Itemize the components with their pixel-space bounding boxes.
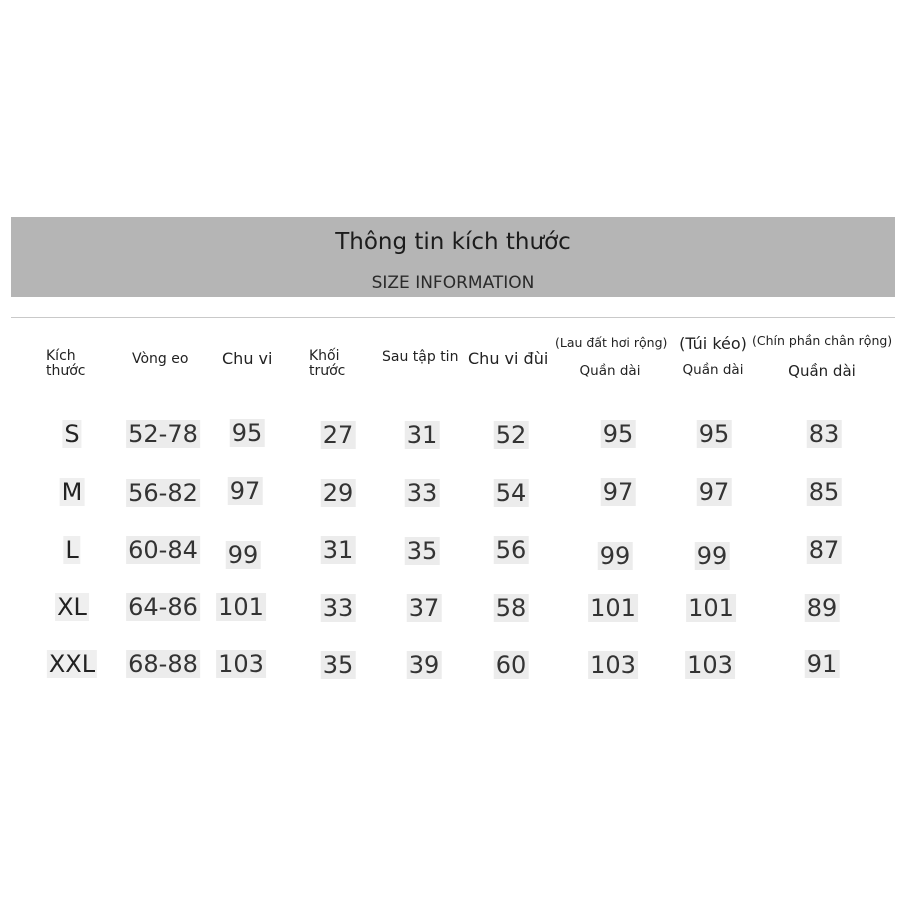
cell-back: 37 — [408, 594, 440, 622]
cell-pants-c: 83 — [808, 420, 840, 448]
cell-crotch: 31 — [322, 536, 354, 564]
header-back: Sau tập tin — [382, 349, 459, 365]
cell-back: 33 — [406, 479, 438, 507]
cell-thigh: 56 — [495, 536, 527, 564]
cell-pants-b: 97 — [698, 478, 730, 506]
cell-hip: 95 — [231, 419, 263, 447]
cell-pants-b: 103 — [687, 651, 733, 679]
cell-size: L — [65, 536, 79, 564]
cell-thigh: 54 — [495, 479, 527, 507]
banner-subtitle: SIZE INFORMATION — [371, 273, 535, 293]
header-size-line2: thước — [46, 363, 86, 379]
cell-pants-c: 87 — [808, 536, 840, 564]
cell-back: 31 — [406, 421, 438, 449]
header-pants-b — [671, 335, 755, 378]
header-crotch — [309, 349, 345, 379]
cell-pants-a: 97 — [602, 478, 634, 506]
cell-hip: 103 — [218, 650, 264, 678]
cell-hip: 97 — [229, 477, 261, 505]
cell-thigh: 60 — [495, 651, 527, 679]
size-info-banner — [11, 217, 895, 297]
cell-crotch: 33 — [322, 594, 354, 622]
cell-back: 35 — [406, 537, 438, 565]
header-crotch-line1: Khối — [309, 348, 340, 364]
cell-thigh: 52 — [495, 421, 527, 449]
cell-waist: 56-82 — [128, 479, 198, 507]
cell-pants-b: 95 — [698, 420, 730, 448]
cell-size: XXL — [48, 650, 96, 678]
cell-hip: 101 — [218, 593, 264, 621]
cell-waist: 68-88 — [128, 650, 198, 678]
cell-waist: 60-84 — [128, 536, 198, 564]
cell-pants-c: 91 — [806, 650, 838, 678]
header-pants-b-note: (Túi kéo) — [679, 334, 747, 353]
cell-size: M — [61, 478, 83, 506]
cell-crotch: 27 — [322, 421, 354, 449]
header-pants-a — [555, 335, 668, 379]
cell-pants-a: 101 — [590, 594, 636, 622]
cell-waist: 52-78 — [128, 420, 198, 448]
header-waist: Vòng eo — [132, 351, 189, 367]
header-pants-a-note: (Lau đất hơi rộng) — [555, 335, 668, 350]
header-pants-b-label: Quần dài — [682, 362, 744, 378]
cell-hip: 99 — [227, 541, 259, 569]
divider — [11, 317, 895, 318]
cell-pants-a: 99 — [599, 542, 631, 570]
cell-crotch: 35 — [322, 651, 354, 679]
header-pants-a-label: Quần dài — [579, 363, 641, 379]
header-hip: Chu vi — [222, 349, 273, 368]
cell-thigh: 58 — [495, 594, 527, 622]
cell-size: S — [64, 420, 80, 448]
banner-title: Thông tin kích thước — [335, 229, 571, 255]
cell-pants-a: 95 — [602, 420, 634, 448]
cell-crotch: 29 — [322, 479, 354, 507]
cell-waist: 64-86 — [128, 593, 198, 621]
cell-pants-b: 99 — [696, 542, 728, 570]
cell-pants-c: 89 — [806, 594, 838, 622]
cell-pants-a: 103 — [590, 651, 636, 679]
cell-pants-b: 101 — [688, 594, 734, 622]
header-crotch-line2: trước — [309, 363, 346, 379]
header-pants-c-note: (Chín phần chân rộng) — [752, 333, 893, 348]
cell-size: XL — [57, 593, 87, 621]
header-pants-c-label: Quần dài — [788, 362, 856, 380]
cell-pants-c: 85 — [808, 478, 840, 506]
cell-back: 39 — [408, 651, 440, 679]
header-pants-c — [752, 333, 892, 379]
header-size — [46, 349, 86, 379]
header-thigh: Chu vi đùi — [468, 349, 549, 368]
header-size-line1: Kích — [46, 348, 76, 364]
